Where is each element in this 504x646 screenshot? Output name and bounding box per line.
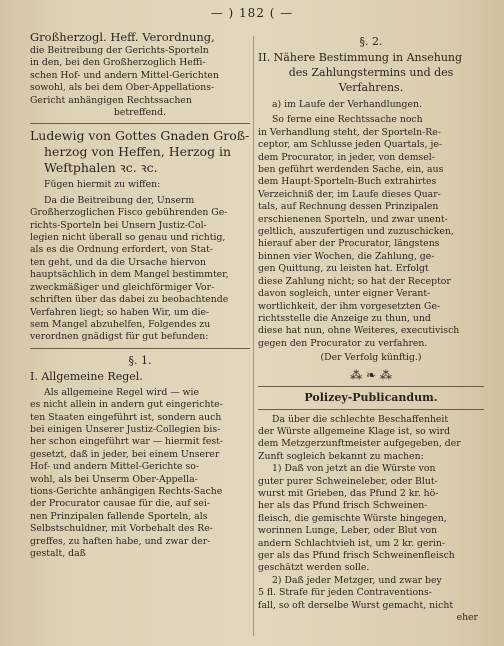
text-line: dem Procurator, in jeder, von demsel-	[258, 151, 435, 163]
rule	[30, 123, 250, 124]
text-line: verordnen gnädigst für gut befunden:	[30, 331, 209, 343]
text-line: gen Quittung, zu leisten hat. Erfolgt	[258, 263, 429, 275]
text-line: binnen vier Wochen, die Zahlung, ge-	[258, 250, 435, 262]
text-line: fall, so oft derselbe Wurst gemacht, nicht	[258, 599, 454, 611]
ornament-divider: ⁂ ❧ ⁂	[350, 367, 392, 382]
text-line: wurst mit Grieben, das Pfund 2 kr. hö-	[258, 487, 439, 499]
text-line: erschienenen Sporteln, und zwar unent-	[258, 213, 448, 225]
title-line: in den, bei den Großherzoglich Heffi-	[30, 57, 206, 69]
text-line: Großherzoglichen Fisco gebührenden Ge-	[30, 207, 228, 219]
title-line: betreffend.	[113, 107, 167, 119]
police-heading: Polizey-Publicandum.	[304, 390, 438, 404]
text-line: ben geführt werdenden Sache, ein, aus	[258, 164, 444, 176]
text-line: ceptor, am Schlusse jeden Quartals, je-	[258, 139, 442, 151]
rule-paragraph	[30, 387, 250, 561]
text-line: es nicht allein in andern gut eingerichte-	[30, 399, 223, 411]
text-line: gesetzt, daß in jeder, bei einem Unserer	[30, 448, 220, 460]
heading-line: des Zahlungstermins und des	[288, 66, 454, 79]
text-line: diese hat nun, ohne Weiteres, executivisch	[258, 325, 460, 337]
text-line: Selbstschuldner, mit Vorbehalt des Re-	[30, 523, 213, 535]
title-line: Gericht anhängigen Rechtssachen	[30, 94, 192, 106]
ordinance-title	[30, 30, 250, 119]
text-line: 1) Daß von jetzt an die Würste von	[272, 463, 436, 475]
ludewig-line: herzog von Heffen, Herzog in	[44, 144, 232, 160]
text-line: schriften über das dabei zu beobachtende	[30, 294, 229, 306]
text-line: Verzeichniß der, im Laufe dieses Quar-	[258, 188, 441, 200]
text-line: diese Zahlung nicht; so hat der Receptor	[258, 275, 451, 287]
sovereign-intro	[30, 128, 250, 176]
text-line: Verfahren liegt; so haben Wir, um die-	[30, 306, 210, 318]
rule	[258, 409, 484, 410]
text-line: geltlich, auszufertigen und zuzuschicken,	[258, 226, 454, 238]
text-line: 2) Daß jeder Metzger, und zwar bey	[272, 574, 442, 586]
catchword: eher	[456, 612, 478, 624]
text-line: her schon eingeführt war — hiermit fest-	[30, 436, 223, 448]
text-line: dem Haupt-Sporteln-Buch extrahirtes	[258, 176, 437, 188]
right-column	[258, 30, 484, 624]
ludewig-line: Weftphalen ꝛc. ꝛc.	[44, 160, 158, 176]
text-line: geschätzt werden solle.	[258, 562, 370, 574]
page-number: — ) 182 ( —	[210, 6, 294, 20]
sausage-paragraph	[258, 414, 484, 613]
text-line: So ferne eine Rechtssache noch	[272, 114, 423, 126]
text-line: Zunft sogleich bekannt zu machen:	[258, 450, 424, 462]
text-line: legien nicht überall so genau und richtig,	[30, 232, 226, 244]
text-line: ten geht, und da die Ursache hiervon	[30, 256, 206, 268]
text-line: bei einigen Unserer Justiz-Collegien bis-	[30, 423, 221, 435]
text-line: der Würste allgemeine Klage ist, so wird	[258, 425, 451, 437]
title-line: schen Hof- und andern Mittel-Gerichten	[30, 69, 219, 81]
text-line: gegen den Procurator zu verfahren.	[258, 337, 428, 349]
text-line: 5 fl. Strafe für jeden Contraventions-	[258, 587, 432, 599]
subsection-a: a) im Laufe der Verhandlungen.	[272, 99, 422, 110]
text-line: der Procurator causae für die, auf sei-	[30, 498, 211, 510]
continuation-note: (Der Verfolg künftig.)	[320, 352, 422, 364]
text-line: tions-Gerichte anhängigen Rechts-Sache	[30, 485, 223, 497]
text-line: her als das Pfund frisch Schweinen-	[258, 500, 428, 512]
text-line: Als allgemeine Regel wird — wie	[44, 386, 199, 398]
ludewig-line: Ludewig von Gottes Gnaden Groß-	[30, 128, 250, 144]
text-line: Da über die schlechte Beschaffenheit	[272, 413, 449, 425]
text-line: guter purer Schweineleber, oder Blut-	[258, 475, 438, 487]
text-line: richtsstelle die Anzeige zu thun, und	[258, 312, 431, 324]
text-line: Hof- und andern Mittel-Gerichte so-	[30, 461, 199, 473]
preamble-paragraph	[30, 195, 250, 344]
text-line: hauptsächlich in dem Mangel bestimmter,	[30, 269, 229, 281]
section-number: §. 1.	[128, 353, 152, 367]
text-line: andern Schlachtvieh ist, um 2 kr. gerin-	[258, 537, 446, 549]
text-line: ten Staaten eingeführt ist, sondern auch	[30, 411, 222, 423]
section-heading: I. Allgemeine Regel.	[30, 369, 143, 383]
text-line: ger als das Pfund frisch Schweinenfleisch	[258, 550, 455, 561]
text-line: hierauf aber der Procurator, längstens	[258, 238, 440, 250]
rule	[30, 348, 250, 349]
title-line: die Beitreibung der Gerichts-Sporteln	[30, 45, 209, 56]
text-line: greffes, zu haften habe, und zwar der-	[30, 535, 211, 547]
heading-line: II. Nähere Bestimmung in Ansehung	[258, 51, 463, 64]
text-line: als es die Ordnung erfordert, von Stat-	[30, 244, 214, 256]
left-column	[30, 30, 250, 560]
text-line: gestalt, daß	[30, 548, 86, 559]
text-line: richts-Sporteln bei Unsern Justiz-Col-	[30, 219, 207, 231]
text-line: in Verhandlung steht, der Sporteln-Re-	[258, 126, 441, 138]
text-line: Da die Beitreibung der, Unserm	[44, 194, 195, 206]
fuegen-line: Fügen hiermit zu wiffen:	[44, 179, 161, 191]
title-line: Großherzogl. Heff. Verordnung,	[30, 30, 215, 44]
text-line: tals, auf Rechnung dessen Prinzipalen	[258, 201, 439, 213]
rule	[258, 386, 484, 387]
text-line: dem Metzgerzunftmeister aufgegeben, der	[258, 438, 461, 450]
text-line: worinnen Lunge, Leber, oder Blut von	[258, 525, 438, 537]
title-line: sowohl, als bei dem Ober-Appellations-	[30, 82, 215, 94]
heading-line: Verfahrens.	[338, 81, 404, 94]
column-divider	[253, 36, 254, 636]
section-heading-2	[258, 50, 484, 95]
text-line: wortlichkeit, der ihm vorgesetzten Ge-	[258, 300, 441, 312]
text-line: sem Mangel abzuhelfen, Folgendes zu	[30, 318, 211, 330]
text-line: fleisch, die gemischte Würste hingegen,	[258, 512, 447, 524]
section-number: §. 2.	[359, 35, 383, 48]
text-line: nen Prinzipalen fallende Sporteln, als	[30, 510, 208, 522]
procedure-paragraph	[258, 114, 484, 350]
text-line: wohl, als bei Unserm Ober-Appella-	[30, 473, 198, 485]
text-line: zweckmäßiger und gleichförmiger Vor-	[30, 281, 215, 293]
text-line: davon sogleich, unter eigner Verant-	[258, 288, 431, 300]
